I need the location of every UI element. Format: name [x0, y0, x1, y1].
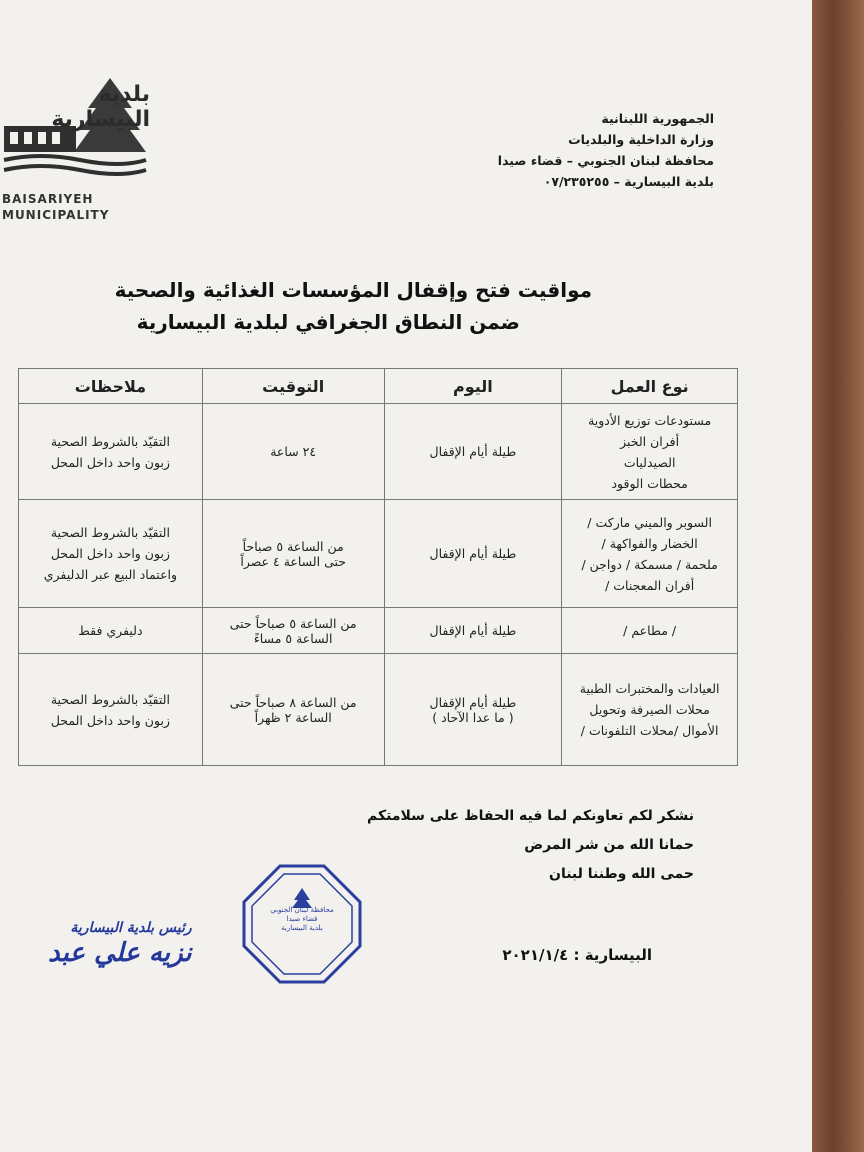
cell-day	[384, 608, 562, 654]
cell-notes-line: زبون واحد داخل المحل	[50, 454, 170, 470]
cell-timing	[202, 608, 384, 654]
cell-notes-line: زبون واحد داخل المحل	[50, 712, 170, 728]
cell-timing-line: حتى الساعة ٤ عصراً	[240, 553, 346, 569]
municipality-logo	[0, 68, 150, 228]
cell-notes-line: التقيّد بالشروط الصحية	[50, 525, 170, 540]
table-row	[19, 404, 738, 500]
closing-line3: حمى الله وطننا لبنان	[549, 866, 694, 882]
closing-remarks	[367, 802, 694, 889]
cell-timing	[202, 404, 384, 500]
cell-notes	[19, 608, 203, 654]
cell-day	[384, 654, 562, 766]
cell-notes-line: التقيّد بالشروط الصحية	[50, 691, 170, 707]
table-row	[19, 654, 738, 766]
header-day: اليوم	[384, 369, 562, 404]
cell-day-line: طيلة أيام الإقفال	[429, 694, 517, 710]
closing-line2: حمانا الله من شر المرض	[524, 837, 694, 853]
cell-business-type	[562, 500, 738, 608]
cell-timing-line: الساعة ٥ مساءً	[253, 630, 333, 646]
cell-day	[384, 500, 562, 608]
cell-notes-line: واعتماد البيع عبر الدليفري	[43, 567, 178, 582]
cell-business-type-line: العيادات والمختبرات الطبية	[579, 681, 720, 696]
stamp-text	[268, 906, 336, 933]
mayor-signature	[48, 920, 192, 968]
cell-business-type-line: السوبر والميني ماركت /	[587, 514, 712, 530]
cell-notes	[19, 500, 203, 608]
cell-timing	[202, 500, 384, 608]
header-line-republic: الجمهورية اللبنانية	[601, 111, 714, 126]
document-date: البيسارية : ٢٠٢١/١/٤	[502, 946, 652, 964]
letterhead	[498, 108, 714, 192]
document-title-line2: ضمن النطاق الجغرافي لبلدية البيسارية	[136, 310, 520, 334]
table-row	[19, 500, 738, 608]
cell-business-type-line: الأموال /محلات التلفونات /	[580, 723, 719, 738]
cell-business-type-line: محطات الوقود	[611, 475, 688, 491]
header-business-type: نوع العمل	[562, 369, 738, 404]
cell-timing-line: من الساعة ٥ صباحاً	[242, 538, 344, 554]
cell-notes-line: زبون واحد داخل المحل	[50, 546, 170, 561]
logo-arabic-name: بلدية البيسارية	[51, 82, 150, 132]
cell-business-type-line: مستودعات توزيع الأدوية	[588, 412, 712, 428]
signature-role: رئيس بلدية البيسارية	[70, 920, 192, 936]
logo-english-line1: BAISARIYEH	[2, 192, 94, 206]
cell-business-type	[562, 404, 738, 500]
cell-notes	[19, 654, 203, 766]
stamp-line3: بلدية البيسارية	[281, 924, 323, 932]
cell-notes-line: التقيّد بالشروط الصحية	[50, 433, 170, 449]
schedule-table	[18, 368, 738, 766]
cell-business-type-line: ملحمة / مسمكة / دواجن /	[581, 556, 718, 572]
cell-day-line: ( ما عدا الآحاد )	[432, 709, 514, 725]
cell-business-type	[562, 608, 738, 654]
cell-day-line: طيلة أيام الإقفال	[429, 444, 517, 459]
cell-business-type-line: أفران الخبز	[620, 433, 680, 449]
cell-business-type	[562, 654, 738, 766]
cell-timing-line: ٢٤ ساعة	[270, 444, 317, 459]
document-title-line1: مواقيت فتح وإقفال المؤسسات الغذائية والصحية	[114, 278, 592, 302]
cell-notes	[19, 404, 203, 500]
cell-timing	[202, 654, 384, 766]
cell-business-type-line: أفران المعجنات /	[605, 577, 695, 593]
header-line-ministry: وزارة الداخلية والبلديات	[568, 132, 714, 147]
cell-timing-line: من الساعة ٥ صباحاً حتى	[229, 615, 357, 631]
header-line-governorate: محافظة لبنان الجنوبي – قضاء صيدا	[497, 153, 714, 168]
cell-day-line: طيلة أيام الإقفال	[429, 623, 517, 638]
cell-business-type-line: محلات الصيرفة وتحويل	[589, 702, 710, 717]
logo-english-line2: MUNICIPALITY	[2, 208, 110, 222]
wood-background	[812, 0, 864, 1152]
cell-day-line: طيلة أيام الإقفال	[429, 546, 517, 561]
header-line-municipality: بلدية البيسارية – ٠٧/٢٣٥٢٥٥	[543, 174, 714, 189]
header-notes: ملاحظات	[19, 369, 203, 404]
table-row	[19, 608, 738, 654]
table-header-row	[19, 369, 738, 404]
cell-timing-line: الساعة ٢ ظهراً	[254, 709, 332, 725]
stamp-line1: محافظة لبنان الجنوبي	[270, 906, 334, 914]
cell-timing-line: من الساعة ٨ صباحاً حتى	[229, 694, 357, 710]
cell-business-type-line: / مطاعم /	[623, 623, 677, 638]
official-stamp	[240, 862, 364, 986]
stamp-line2: قضاء صيدا	[286, 915, 318, 923]
cell-business-type-line: الصيدليات	[623, 454, 676, 470]
cell-business-type-line: الخضار والفواكهة /	[601, 535, 698, 551]
cell-day	[384, 404, 562, 500]
cell-notes-line: دليفري فقط	[78, 623, 143, 638]
signature-name: نزيه علي عبد	[48, 938, 192, 968]
closing-line1: نشكر لكم تعاونكم لما فيه الحفاظ على سلامتكم	[367, 808, 694, 824]
table-body	[19, 404, 738, 766]
header-timing: التوقيت	[202, 369, 384, 404]
